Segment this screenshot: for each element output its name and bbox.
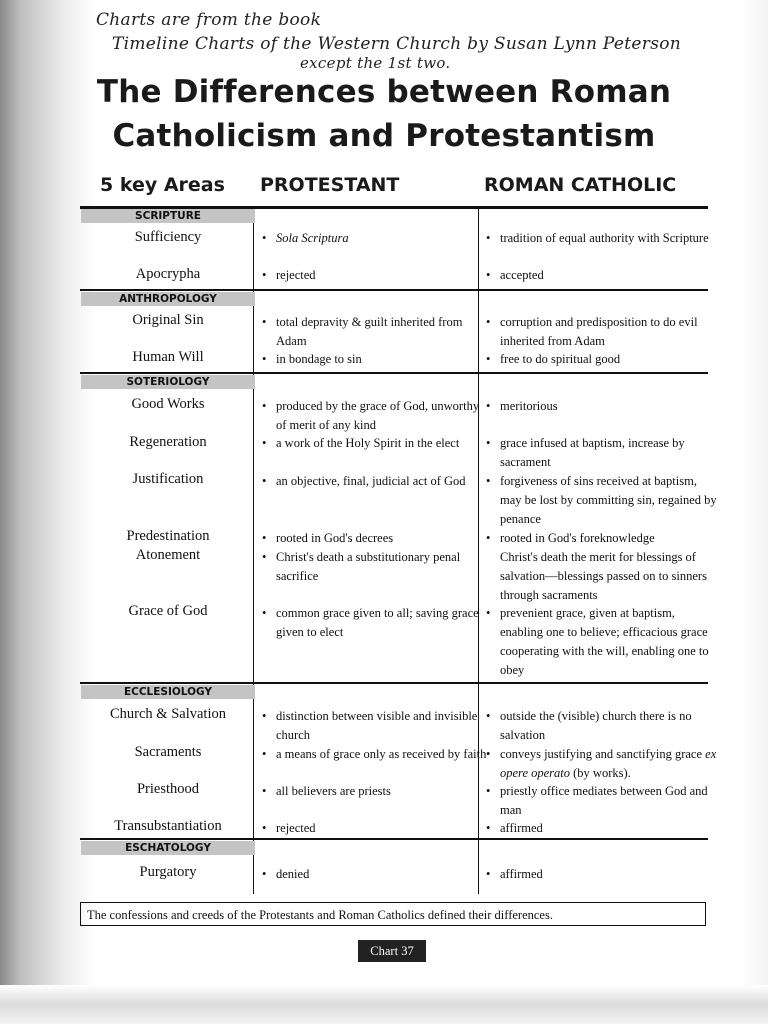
protestant-cell: • a work of the Holy Spirit in the elect	[262, 434, 490, 453]
column-header-areas: 5 key Areas	[100, 174, 225, 196]
column-header-protestant: PROTESTANT	[260, 174, 400, 196]
area-label: Transubstantiation	[114, 818, 222, 834]
area-label: Good Works	[131, 396, 205, 412]
section-divider	[80, 372, 708, 374]
catholic-cell: Christ's death the merit for blessings of salvation—blessings passed on to sinners through sacraments	[500, 550, 707, 602]
scan-edge	[0, 985, 768, 1024]
catholic-cell: • forgiveness of sins received at baptism, may be lost by committing sin, regained by penance	[486, 472, 720, 529]
protestant-text: Sola Scriptura	[276, 231, 349, 245]
protestant-cell: • denied	[262, 865, 490, 884]
section-divider	[80, 289, 708, 291]
section-label-ecclesiology: ECCLESIOLOGY	[81, 685, 255, 699]
area-label: Priesthood	[136, 781, 200, 797]
area-label: Human Will	[132, 349, 204, 365]
catholic-cell: • rooted in God's foreknowledge	[486, 529, 720, 548]
handwritten-note-line-3: except the 1st two.	[300, 54, 451, 72]
section-label-anthropology: ANTHROPOLOGY	[81, 292, 255, 306]
title-line-1: The Differences between Roman	[96, 74, 672, 110]
protestant-cell: • rooted in God's decrees	[262, 529, 490, 548]
handwritten-note-line-1: Charts are from the book	[96, 10, 322, 30]
area-label: Original Sin	[132, 312, 204, 328]
chart-number-label: Chart 37	[358, 940, 426, 962]
protestant-cell: • Christ's death a substitutionary penal sacrifice	[262, 548, 490, 586]
catholic-text: conveys justifying and sanctifying grace	[500, 747, 706, 761]
protestant-cell: • rejected	[262, 819, 490, 838]
column-header-catholic: ROMAN CATHOLIC	[484, 174, 677, 196]
area-label: Atonement	[135, 547, 201, 563]
catholic-cell: • meritorious	[486, 397, 720, 416]
protestant-cell: • in bondage to sin	[262, 350, 490, 369]
catholic-cell: • corruption and predisposition to do evil inherited from Adam	[486, 313, 720, 351]
area-label: Justification	[132, 471, 204, 487]
catholic-cell: • prevenient grace, given at baptism, enabling one to believe; efficacious grace cooperating with the will, enabling one to obey	[486, 604, 720, 680]
area-label: Church & Salvation	[110, 706, 226, 722]
section-label-eschatology: ESCHATOLOGY	[81, 841, 255, 855]
catholic-cell: • priestly office mediates between God and man	[486, 782, 720, 820]
area-label: Sufficiency	[134, 229, 202, 245]
area-label: Regeneration	[129, 434, 207, 450]
protestant-cell: • total depravity & guilt inherited from Adam	[262, 313, 490, 351]
protestant-cell: • produced by the grace of God, unworthy of merit of any kind	[262, 397, 490, 435]
catholic-cell	[486, 745, 720, 783]
page-title	[0, 70, 768, 158]
protestant-cell	[262, 229, 490, 248]
catholic-cell: • free to do spiritual good	[486, 350, 720, 369]
area-label: Purgatory	[139, 864, 197, 880]
area-label: Predestination	[126, 528, 210, 544]
catholic-cell: • affirmed	[486, 865, 720, 884]
area-label: Sacraments	[134, 744, 202, 760]
area-label: Grace of God	[128, 603, 208, 619]
catholic-cell: • tradition of equal authority with Scripture	[486, 229, 720, 248]
footer-note: The confessions and creeds of the Protestants and Roman Catholics defined their differences.	[80, 902, 706, 926]
catholic-cell: • outside the (visible) church there is no salvation	[486, 707, 720, 745]
area-label: Apocrypha	[135, 266, 201, 282]
catholic-cell: • grace infused at baptism, increase by sacrament	[486, 434, 720, 472]
section-divider	[80, 838, 708, 840]
protestant-cell: • rejected	[262, 266, 490, 285]
protestant-cell: • common grace given to all; saving grace given to elect	[262, 604, 490, 642]
protestant-cell: • all believers are priests	[262, 782, 490, 801]
catholic-cell: • accepted	[486, 266, 720, 285]
title-line-2: Catholicism and Protestantism	[112, 118, 656, 154]
catholic-latin-term: ex opere operato	[500, 747, 717, 780]
section-label-soteriology: SOTERIOLOGY	[81, 375, 255, 389]
section-divider	[80, 682, 708, 684]
protestant-cell: • distinction between visible and invisible church	[262, 707, 490, 745]
catholic-cell: • affirmed	[486, 819, 720, 838]
handwritten-note-line-2: Timeline Charts of the Western Church by Susan Lynn Peterson	[112, 34, 681, 54]
catholic-text: (by works).	[570, 766, 631, 780]
protestant-cell: • a means of grace only as received by faith	[262, 745, 490, 764]
section-label-scripture: SCRIPTURE	[81, 209, 255, 223]
protestant-cell: • an objective, final, judicial act of God	[262, 472, 490, 491]
